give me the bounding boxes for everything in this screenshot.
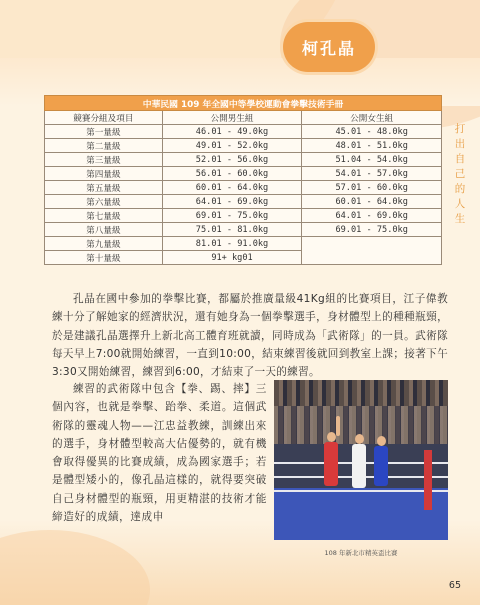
- body-paragraph: 練習的武術隊中包含【拳、踢、摔】三個內容，也就是拳擊、跆拳、柔道。這個武術隊的靈魂人物——江忠益教練，訓練出來的選手，身材體型較高大佔優勢的，就有機會取得優異的比賽成績，成為國家選手；若是體型矮小的，像孔晶這樣的，就得要突破自己身材體型的瓶頸，用更精湛的技術才能締造好的成績，達成申: [52, 383, 267, 524]
- table-cell: 第五量級: [45, 181, 163, 195]
- weight-class-table: [44, 95, 442, 265]
- table-cell: 64.01 - 69.0kg: [162, 195, 302, 209]
- table-cell: 第九量級: [45, 237, 163, 251]
- side-char: 己: [454, 168, 466, 180]
- side-char: 打: [454, 123, 466, 135]
- side-char: 出: [454, 138, 466, 150]
- table-cell: 75.01 - 81.0kg: [162, 223, 302, 237]
- table-cell: 第八量級: [45, 223, 163, 237]
- table-cell: 64.01 - 69.0kg: [302, 209, 442, 223]
- photo-referee-head: [355, 434, 364, 444]
- table-cell: 57.01 - 60.0kg: [302, 181, 442, 195]
- photo-boxer-head: [327, 432, 336, 442]
- photo-caption: 108 年新北市精英盃比賽: [324, 549, 398, 557]
- table-row: [45, 237, 442, 251]
- table-row: [45, 153, 442, 167]
- table-cell: 54.01 - 57.0kg: [302, 167, 442, 181]
- table-cell: 49.01 - 52.0kg: [162, 139, 302, 153]
- table-cell: 52.01 - 56.0kg: [162, 153, 302, 167]
- table-cell: 60.01 - 64.0kg: [302, 195, 442, 209]
- photo-raised-arm: [336, 416, 340, 436]
- table-row: [45, 139, 442, 153]
- table-row: [45, 125, 442, 139]
- body-paragraph: 孔晶在國中參加的拳擊比賽，都屬於推廣量級41Kg組的比賽項目，江子偉教練十分了解她家的經濟狀況，還有她身為一個拳擊選手，身材體型上的種種瓶頸，於是建議孔晶選擇升上新北高工體育班就讀，同時成為「武術隊」的一員。武術隊每天早上7:00就開始練習，一直到10:00，結束練習後就回到教室上課；接著下午3:30又開始練習，練習到6:00，才結束了一天的練習。: [52, 293, 448, 379]
- photo-rope: [274, 490, 448, 492]
- table-row: [45, 223, 442, 237]
- title-badge: [283, 22, 375, 72]
- table-row: [45, 167, 442, 181]
- table-cell: 46.01 - 49.0kg: [162, 125, 302, 139]
- header-cell: 競賽分組及項目: [45, 111, 163, 125]
- table-cell: 第三量級: [45, 153, 163, 167]
- table-cell: 60.01 - 64.0kg: [162, 181, 302, 195]
- table-cell: 51.04 - 54.0kg: [302, 153, 442, 167]
- table-cell: 81.01 - 91.0kg: [162, 237, 302, 251]
- page-number: 65: [448, 580, 461, 591]
- photo-corner-post: [424, 450, 432, 510]
- table-cell: 第七量級: [45, 209, 163, 223]
- boxing-match-photo: [274, 380, 448, 540]
- table-caption-row: [45, 96, 442, 111]
- table-cell: 第二量級: [45, 139, 163, 153]
- table-cell: 第一量級: [45, 125, 163, 139]
- photo-blue-boxer: [374, 446, 388, 486]
- table-cell-empty: [302, 237, 442, 265]
- table-row: [45, 195, 442, 209]
- table-row: [45, 181, 442, 195]
- photo-referee: [352, 444, 366, 488]
- photo-ring-floor: [274, 488, 448, 540]
- table-cell: 48.01 - 51.0kg: [302, 139, 442, 153]
- side-char: 自: [454, 153, 466, 165]
- header-cell: 公開男生組: [162, 111, 302, 125]
- table-cell: 91+ kg01: [162, 251, 302, 265]
- table-cell: 第六量級: [45, 195, 163, 209]
- table-caption: 中華民國 109 年全國中等學校運動會拳擊技術手冊: [45, 96, 442, 111]
- header-cell: 公開女生組: [302, 111, 442, 125]
- table-row: [45, 209, 442, 223]
- side-char: 的: [454, 183, 466, 195]
- table-cell: 第十量級: [45, 251, 163, 265]
- side-vertical-text: [452, 122, 468, 227]
- table-cell: 56.01 - 60.0kg: [162, 167, 302, 181]
- side-char: 生: [454, 213, 466, 225]
- table-header-row: [45, 111, 442, 125]
- table-cell: 69.01 - 75.0kg: [162, 209, 302, 223]
- side-char: 人: [454, 198, 466, 210]
- photo-boxer-head: [377, 436, 386, 446]
- page-title: 柯孔晶: [301, 38, 356, 58]
- table-cell: 45.01 - 48.0kg: [302, 125, 442, 139]
- table-cell: 69.01 - 75.0kg: [302, 223, 442, 237]
- table-cell: 第四量級: [45, 167, 163, 181]
- photo-red-boxer: [324, 442, 338, 486]
